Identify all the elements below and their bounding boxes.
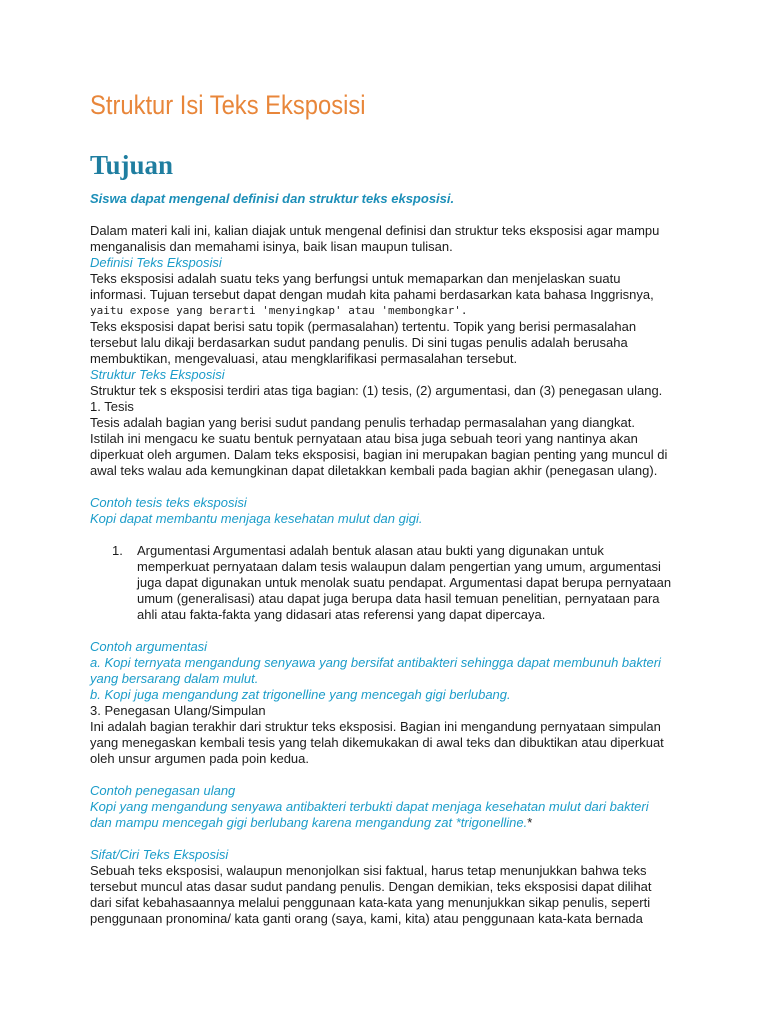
argumentasi-line: memperkuat pernyataan dalam tesis walaupun dalam pengertian yang umum, argumentasi	[137, 559, 661, 574]
penegasan-line: yang menegaskan kembali tesis yang telah dikemukakan di awal teks dan dibuktikan atau diperkuat	[90, 735, 664, 750]
argumentasi-list-item	[90, 543, 690, 623]
tesis-line: awal teks walau ada kemungkinan dapat diletakkan kembali pada bagian akhir (penegasan ulang).	[90, 463, 658, 478]
section-heading-tujuan: Tujuan	[90, 150, 174, 180]
contoh-argumentasi-heading: Contoh argumentasi	[90, 639, 208, 654]
definisi-line: tersebut lalu dikaji berdasarkan sudut pandang penulis. Di sini tugas penulis adalah berusaha	[90, 335, 628, 350]
tesis-line: Istilah ini mengacu ke suatu bentuk pernyataan atau bisa juga sebuah teori yang nantinya akan	[90, 431, 638, 446]
sifat-line: Sebuah teks eksposisi, walaupun menonjolkan sisi faktual, harus tetap menunjukkan bahwa teks	[90, 863, 647, 878]
objective-text: Siswa dapat mengenal definisi dan struktur teks eksposisi.	[90, 191, 455, 206]
contoh-tesis-text: Kopi dapat membantu menjaga kesehatan mulut dan gigi.	[90, 511, 423, 526]
contoh-tesis-heading: Contoh tesis teks eksposisi	[90, 495, 247, 510]
intro-line: Dalam materi kali ini, kalian diajak untuk mengenal definisi dan struktur teks eksposisi agar mampu	[90, 223, 660, 238]
list-number: 1.	[112, 543, 123, 558]
contoh-penegasan-text: dan mampu mencegah gigi berlubang karena mengandung zat *trigonelline.	[90, 815, 528, 830]
contoh-penegasan-heading: Contoh penegasan ulang	[90, 783, 236, 798]
argumentasi-line: umum (generalisasi) atau dapat juga berupa data hasil temuan penelitian, pernyataan para	[137, 591, 660, 606]
penegasan-line: oleh unsur argumen pada poin kedua.	[90, 751, 309, 766]
contoh-argumentasi-line: a. Kopi ternyata mengandung senyawa yang bersifat antibakteri sehingga dapat membunuh bakteri	[90, 655, 661, 670]
definisi-line: Teks eksposisi adalah suatu teks yang berfungsi untuk memaparkan dan menjelaskan suatu	[90, 271, 621, 286]
definisi-line: membuktikan, mengevaluasi, atau mengklarifikasi permasalahan tersebut.	[90, 351, 518, 366]
definisi-heading: Definisi Teks Eksposisi	[90, 255, 222, 270]
contoh-penegasan-line: Kopi yang mengandung senyawa antibakteri terbukti dapat menjaga kesehatan mulut dari bakteri	[90, 799, 649, 814]
sifat-line: dari sifat kebahasaannya melalui penggunaan kata-kata yang menunjukkan sikap penulis, seperti	[90, 895, 651, 910]
definisi-line: informasi. Tujuan tersebut dapat dengan mudah kita pahami berdasarkan kata bahasa Inggrisnya,	[90, 287, 654, 302]
argumentasi-line: Argumentasi Argumentasi adalah bentuk alasan atau bukti yang digunakan untuk	[137, 543, 604, 558]
struktur-heading: Struktur Teks Eksposisi	[90, 367, 225, 382]
document-body	[90, 191, 690, 927]
tesis-line: Tesis adalah bagian yang berisi sudut pandang penulis terhadap permasalahan yang diangkat.	[90, 415, 635, 430]
penegasan-label: 3. Penegasan Ulang/Simpulan	[90, 703, 266, 718]
definisi-line: Teks eksposisi dapat berisi satu topik (permasalahan) tertentu. Topik yang berisi permasalahan	[90, 319, 637, 334]
contoh-argumentasi-line: b. Kopi juga mengandung zat trigonelline yang mencegah gigi berlubang.	[90, 687, 511, 702]
definisi-mono-line: yaitu expose yang berarti 'menyingkap' atau 'membongkar'.	[90, 304, 468, 317]
intro-line: menganalisis dan memahami isinya, baik lisan maupun tulisan.	[90, 239, 453, 254]
tesis-label: 1. Tesis	[90, 399, 134, 414]
argumentasi-line: juga dapat digunakan untuk menolak suatu pendapat. Argumentasi dapat berupa pernyataan	[137, 575, 672, 590]
document-title: Struktur Isi Teks Eksposisi	[90, 90, 366, 120]
contoh-penegasan-line	[90, 815, 690, 831]
sifat-line: penggunaan pronomina/ kata ganti orang (saya, kami, kita) atau penggunaan kata-kata bernada	[90, 911, 643, 926]
sifat-heading: Sifat/Ciri Teks Eksposisi	[90, 847, 229, 862]
argumentasi-line: ahli atau fakta-fakta yang didasari atas referensi yang dapat dipercaya.	[137, 607, 546, 622]
tesis-line: diperkuat oleh argumen. Dalam teks eksposisi, bagian ini merupakan bagian penting yang muncul di	[90, 447, 668, 462]
contoh-argumentasi-line: yang bersarang dalam mulut.	[90, 671, 259, 686]
contoh-penegasan-asterisk: *	[527, 815, 533, 830]
struktur-intro: Struktur tek s eksposisi terdiri atas tiga bagian: (1) tesis, (2) argumentasi, dan (3) penegasan ulang.	[90, 383, 663, 398]
penegasan-line: Ini adalah bagian terakhir dari struktur teks eksposisi. Bagian ini mengandung pernyataan simpulan	[90, 719, 661, 734]
sifat-line: tersebut muncul atas dasar sudut pandang penulis. Dengan demikian, teks eksposisi dapat dilihat	[90, 879, 652, 894]
